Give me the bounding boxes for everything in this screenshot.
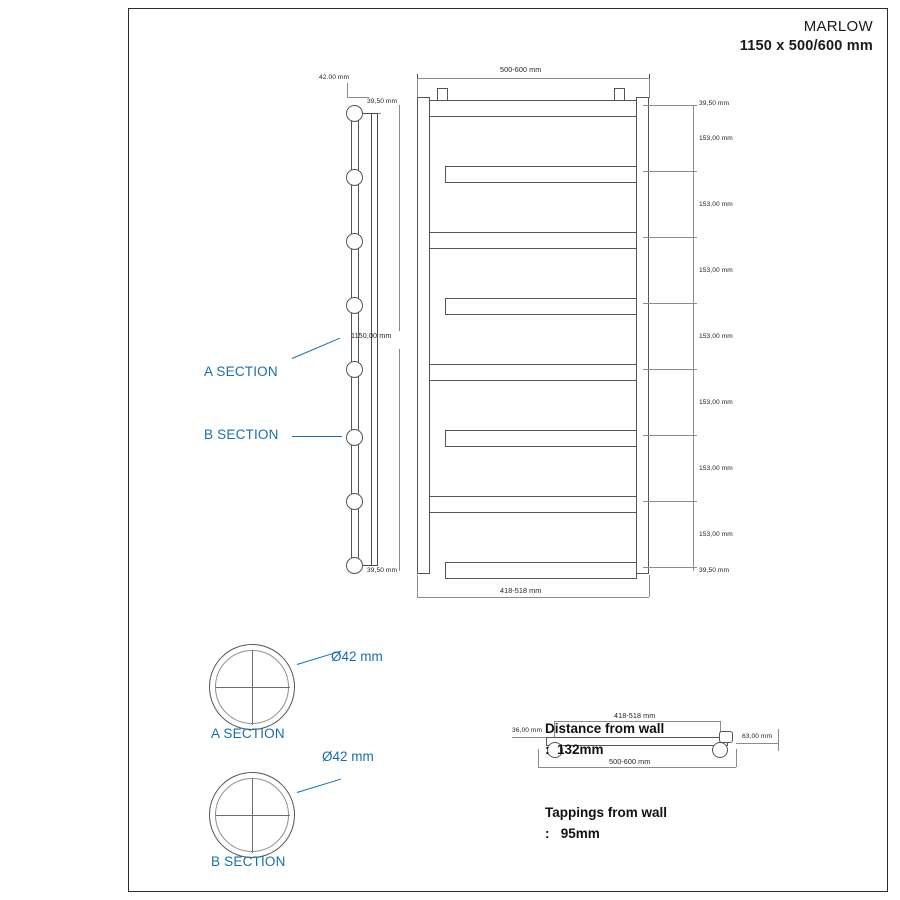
side-rail-upper [351,111,359,351]
front-bar [445,166,637,183]
front-bar [429,232,637,249]
section-a-circle [209,644,295,730]
front-right-ext [643,369,697,370]
front-top-width-dim: 500-600 mm [500,65,542,74]
callout-a-section-label: A SECTION [204,364,278,379]
section-b-diameter-leader [297,779,341,793]
front-right-ext [643,501,697,502]
front-right-dim: 153,00 mm [699,333,733,340]
side-tube-bubble [346,429,363,446]
side-lower-offset-dim: 39,50 mm [367,567,398,574]
front-top-dim-line [417,78,649,79]
front-bottom-dim-line [417,597,649,598]
callout-b-leader-line [292,436,342,437]
title-block [740,17,873,56]
section-b-inner-circle [215,778,289,852]
side-tube-bubble [346,493,363,510]
side-tube-bubble [346,557,363,574]
front-elevation-view [351,65,757,595]
drawing-frame [128,8,888,892]
side-tube-bubble [346,105,363,122]
front-bar [429,100,637,117]
section-a-label: A SECTION [211,726,285,741]
front-right-ext [643,237,697,238]
front-bar [445,562,637,579]
plan-bottom-dim: 500-600 mm [609,757,651,766]
plan-valve-elbow [719,731,733,743]
plan-right-foot [712,742,728,758]
front-right-dim: 153,00 mm [699,201,733,208]
note-label-distance: Distance from wall [545,721,665,736]
front-right-dim: 39,50 mm [699,567,730,574]
front-bar [445,298,637,315]
side-dim-leader-1 [347,83,348,97]
front-height-dim-line-upper [399,105,400,331]
note-label-tappings: Tappings from wall [545,805,668,820]
front-top-ext-right [649,78,650,98]
front-right-dim: 39,50 mm [699,100,730,107]
front-bottom-ext-right [649,575,650,597]
front-bar [445,430,637,447]
note-value-tappings: : 95mm [545,826,600,841]
section-b-diameter-label: Ø42 mm [322,749,374,764]
product-size-label: 1150 x 500/600 mm [739,38,873,54]
front-right-ext [643,435,697,436]
note-row [515,697,667,781]
plan-right-dim-line [736,743,778,744]
plan-right-ext [778,729,779,751]
front-right-dim: 153,00 mm [699,267,733,274]
section-b-label: B SECTION [211,854,286,869]
section-a-diameter-label: Ø42 mm [331,649,383,664]
product-model-name: MARLOW [803,18,873,35]
front-right-ext [643,171,697,172]
front-bottom-width-dim: 418-518 mm [500,586,542,595]
note-value-distance: : 132mm [545,742,604,757]
side-tube-bubble [346,169,363,186]
plan-bottom-ext-right [736,749,737,767]
front-right-ext [643,105,697,106]
plan-right-dim: 63,00 mm [742,733,773,740]
front-height-dim-line-lower [399,349,400,571]
side-upper-offset-dim: 39,50 mm [367,98,398,105]
section-a-inner-circle [215,650,289,724]
front-right-ext [643,303,697,304]
front-bar [429,364,637,381]
front-right-dim: 153,00 mm [699,465,733,472]
side-rail-lower [351,351,359,566]
side-dim-leader-2 [347,97,369,98]
section-b-circle [209,772,295,858]
callout-b-section-label: B SECTION [204,427,279,442]
plan-top-dim: 418-518 mm [614,711,656,720]
front-right-ext [643,567,697,568]
front-bottom-ext-left [417,575,418,597]
front-right-dim: 153,00 mm [699,399,733,406]
plan-left-dim: 36,00 mm [512,727,543,734]
front-bar [429,496,637,513]
front-overall-height-dim: 1150,00 mm [351,331,392,340]
front-right-dim: 153,00 mm [699,531,733,538]
side-tube-bubble [346,361,363,378]
side-tube-bubble [346,233,363,250]
side-tube-bubble [346,297,363,314]
front-right-post [636,97,649,574]
front-right-dim: 153,00 mm [699,135,733,142]
note-row [515,781,667,865]
side-top-width-dim: 42.00 mm [319,74,350,81]
footer-notes [515,697,667,865]
front-top-ext-left [417,78,418,98]
